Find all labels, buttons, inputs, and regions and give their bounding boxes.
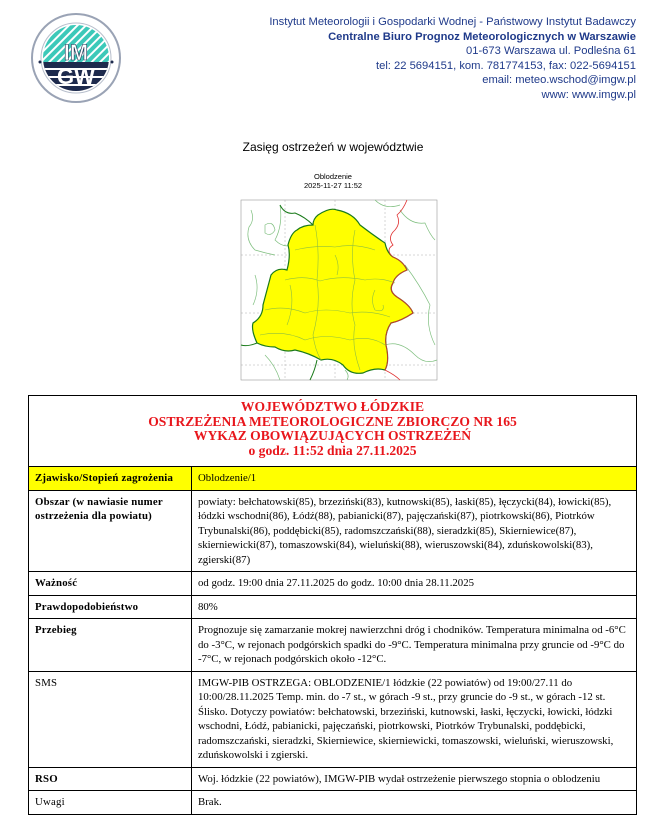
email-link[interactable]: email: meteo.wschod@imgw.pl [482,74,636,87]
title-line: WOJEWÓDZTWO ŁÓDZKIE [240,399,425,414]
map-subtitle [0,172,666,190]
office-name: Centralne Biuro Prognoz Meteorologicznych w Warszawie [328,30,636,43]
title-line: o godz. 11:52 dnia 27.11.2025 [248,442,417,458]
www-link[interactable]: www: www.imgw.pl [541,88,636,101]
institute-name: Instytut Meteorologii i Gospodarki Wodnej - Państwowy Instytut Badawczy [269,16,636,28]
row-label: RSO [29,767,192,791]
table-row-area [29,490,637,572]
row-label: Prawdopodobieństwo [29,595,192,619]
row-value: 80% [192,595,637,619]
row-value: Brak. [192,791,637,815]
map-timestamp: 2025-11-27 11:52 [303,181,363,190]
row-label: Ważność [29,572,192,596]
table-row-sms [29,671,637,767]
logo-text-im: IM [63,40,89,65]
imgw-logo [30,12,122,104]
row-label: SMS [29,671,192,767]
table-row-probability [29,595,637,619]
row-value: od godz. 19:00 dnia 27.11.2025 do godz. 10:00 dnia 28.11.2025 [192,572,637,596]
logo-text-gw: GW [57,64,95,89]
phone: tel: 22 5694151, kom. 781774153, fax: 022-5694151 [375,59,636,72]
title-line: OSTRZEŻENIA METEOROLOGICZNE ZBIORCZO NR 165 [148,413,517,429]
row-value: powiaty: bełchatowski(85), brzeziński(83), kutnowski(85), łaski(85), łęczycki(84), łowicki(85), łódzki wschodni(86), Łódź(88), pabianicki(87), pajęczański(87), piotrkowski(86), Piotrków Trybunalski(86), poddębicki(85), radomszczański(88), sieradzki(85), Skierniewice(87), skierniewicki(87), tomaszowski(84), wieluński(88), wieruszowski(84), zduńskowolski(83), zgierski(87) [192,490,637,572]
institute-header [269,15,636,103]
row-value: Oblodzenie/1 [192,467,637,491]
warning-map [225,195,445,390]
title-line: WYKAZ OBOWIĄZUJĄCYCH OSTRZEŻEŃ [193,428,472,443]
map-phenomenon: Oblodzenie [314,172,352,181]
row-value: IMGW-PIB OSTRZEGA: OBLODZENIE/1 łódzkie (22 powiatów) od 19:00/27.11 do 10:00/28.11.2025 Temp. min. do -7 st., w górach -9 st., przy gruncie do -9 st., w górach -12 st. Ślisko. Dotyczy powiatów: bełchatowski, brzeziński, kutnowski, łaski, łęczycki, łowicki, łódzki wschodni, Łódź, pabianicki, pajęczański, piotrkowski, Piotrków Trybunalski, poddębicki, radomszczański, sieradzki, Skierniewice, skierniewicki, tomaszowski, wieluński, wieruszowski, zduńskowolski i zgierski. [192,671,637,767]
row-label: Obszar (w nawiasie numer ostrzeżenia dla powiatu) [29,490,192,572]
row-label: Zjawisko/Stopień zagrożenia [29,467,192,491]
row-value: Prognozuje się zamarzanie mokrej nawierzchni dróg i chodników. Temperatura minimalna od -6°C do -3°C, w rejonach podgórskich spadki do -9°C. Temperatura minimalna przy gruncie od -9°C do -7°C, w rejonach podgórskich około -12°C. [192,619,637,672]
table-row-course [29,619,637,672]
table-row-notes [29,791,637,815]
row-label: Przebieg [29,619,192,672]
table-row-validity [29,572,637,596]
table-row-phenomenon [29,467,637,491]
row-label: Uwagi [29,791,192,815]
warning-title [29,396,637,467]
warning-table [28,395,637,815]
map-title: Zasięg ostrzeżeń w województwie [242,140,424,154]
address: 01-673 Warszawa ul. Podleśna 61 [466,45,636,58]
table-row-rso [29,767,637,791]
row-value: Woj. łódzkie (22 powiatów), IMGW-PIB wydał ostrzeżenie pierwszego stopnia o oblodzeniu [192,767,637,791]
